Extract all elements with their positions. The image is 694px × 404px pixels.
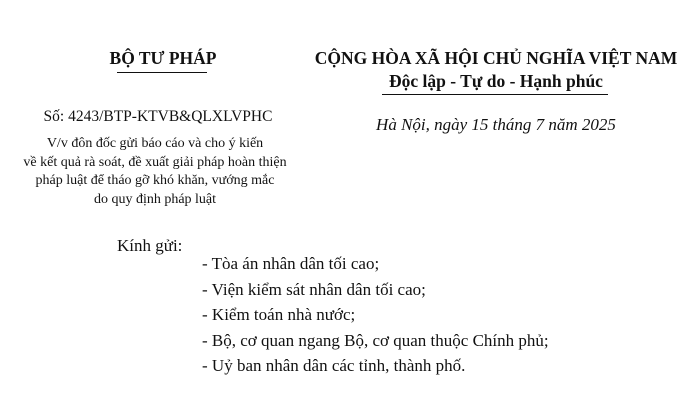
subject-line: pháp luật để tháo gỡ khó khăn, vướng mắc (35, 173, 275, 188)
national-title: CỘNG HÒA XÃ HỘI CHỦ NGHĨA VIỆT NAM (314, 48, 678, 68)
recipient-item: - Viện kiểm sát nhân dân tối cao; (202, 279, 426, 299)
document-subject (10, 135, 300, 209)
subject-line: V/v đôn đốc gửi báo cáo và cho ý kiến (46, 136, 264, 151)
recipient-list (202, 251, 549, 379)
national-motto: Độc lập - Tự do - Hạnh phúc (389, 71, 603, 91)
agency-underline (117, 72, 207, 73)
document-number: Số: 4243/BTP-KTVB&QLXLVPHC (43, 108, 273, 125)
recipient-item: - Bộ, cơ quan ngang Bộ, cơ quan thuộc Chính phủ; (202, 330, 549, 350)
subject-line: về kết quả rà soát, đề xuất giải pháp hoàn thiện (23, 154, 287, 170)
subject-line: do quy định pháp luật (93, 191, 217, 207)
motto-underline (382, 94, 608, 95)
agency-name: BỘ TƯ PHÁP (109, 48, 217, 68)
recipient-item: - Tòa án nhân dân tối cao; (202, 254, 380, 273)
recipient-item: - Uỷ ban nhân dân các tỉnh, thành phố. (202, 356, 466, 375)
recipient-item: - Kiểm toán nhà nước; (202, 305, 356, 324)
salutation: Kính gửi: (117, 236, 183, 255)
date-line: Hà Nội, ngày 15 tháng 7 năm 2025 (376, 115, 616, 134)
